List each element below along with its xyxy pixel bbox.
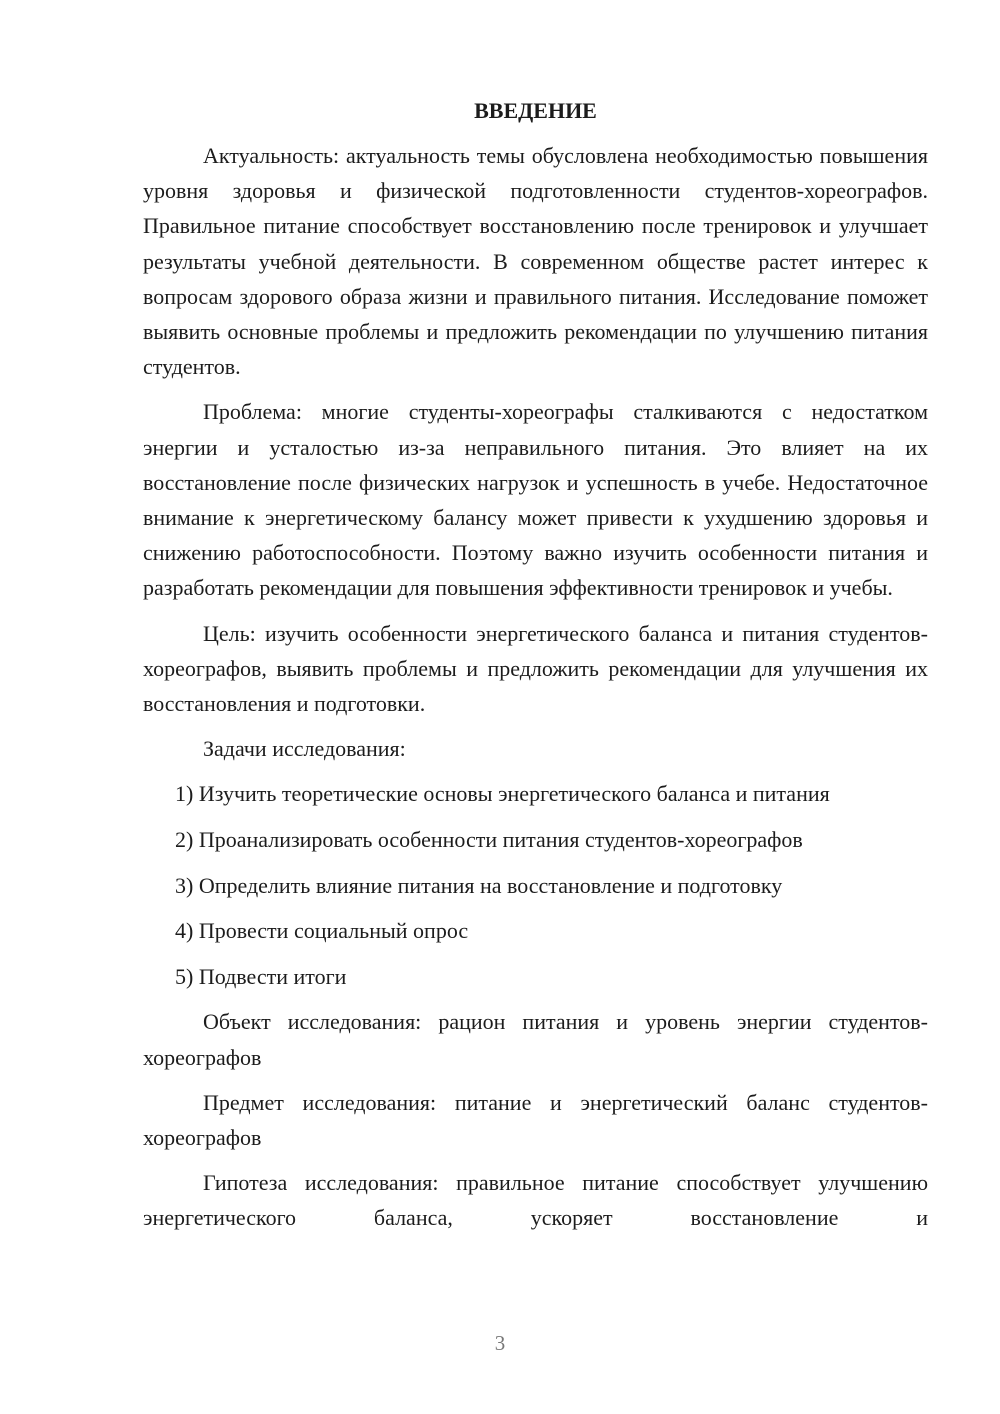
task-item: 4) Провести социальный опрос	[175, 918, 469, 944]
object-paragraph: Объект исследования: рацион питания и уровень энергии студентов-хореографов	[143, 1009, 928, 1070]
page-number: 3	[494, 1331, 506, 1355]
relevance-paragraph: Актуальность: актуальность темы обусловлена необходимостью повышения уровня здоровья и физической подготовленности студентов-хореографов. Правильное питание способствует восстановлению после тренировок и улучшает результаты учебной деятельности. В современном обществе растет интерес к вопросам здорового образа жизни и правильного питания. Исследование поможет выявить основные проблемы и предложить рекомендации по улучшению питания студентов.	[143, 143, 928, 380]
hypothesis-paragraph: Гипотеза исследования: правильное питание способствует улучшению энергетического баланса, ускоряет восстановление и	[143, 1170, 928, 1231]
task-item: 5) Подвести итоги	[175, 963, 347, 989]
goal-paragraph: Цель: изучить особенности энергетического баланса и питания студентов-хореографов, выявить проблемы и предложить рекомендации для улучшения их восстановления и подготовки.	[143, 620, 928, 717]
section-title: ВВЕДЕНИЕ	[474, 98, 597, 123]
tasks-list	[143, 776, 928, 994]
problem-paragraph: Проблема: многие студенты-хореографы сталкиваются с недостатком энергии и усталостью из-за неправильного питания. Это влияет на их восстановление после физических нагрузок и успешность в учебе. Недостаточное внимание к энергетическому балансу может привести к ухудшению здоровья и снижению работоспособности. Поэтому важно изучить особенности питания и разработать рекомендации для повышения эффективности тренировок и учебы.	[143, 399, 928, 601]
task-item: 3) Определить влияние питания на восстановление и подготовку	[175, 872, 783, 898]
subject-paragraph: Предмет исследования: питание и энергетический баланс студентов-хореографов	[143, 1089, 928, 1151]
task-item: 2) Проанализировать особенности питания студентов-хореографов	[175, 827, 803, 853]
task-item: 1) Изучить теоретические основы энергетического баланса и питания	[175, 781, 830, 807]
document-page	[143, 93, 928, 1246]
tasks-heading: Задачи исследования:	[203, 736, 406, 762]
